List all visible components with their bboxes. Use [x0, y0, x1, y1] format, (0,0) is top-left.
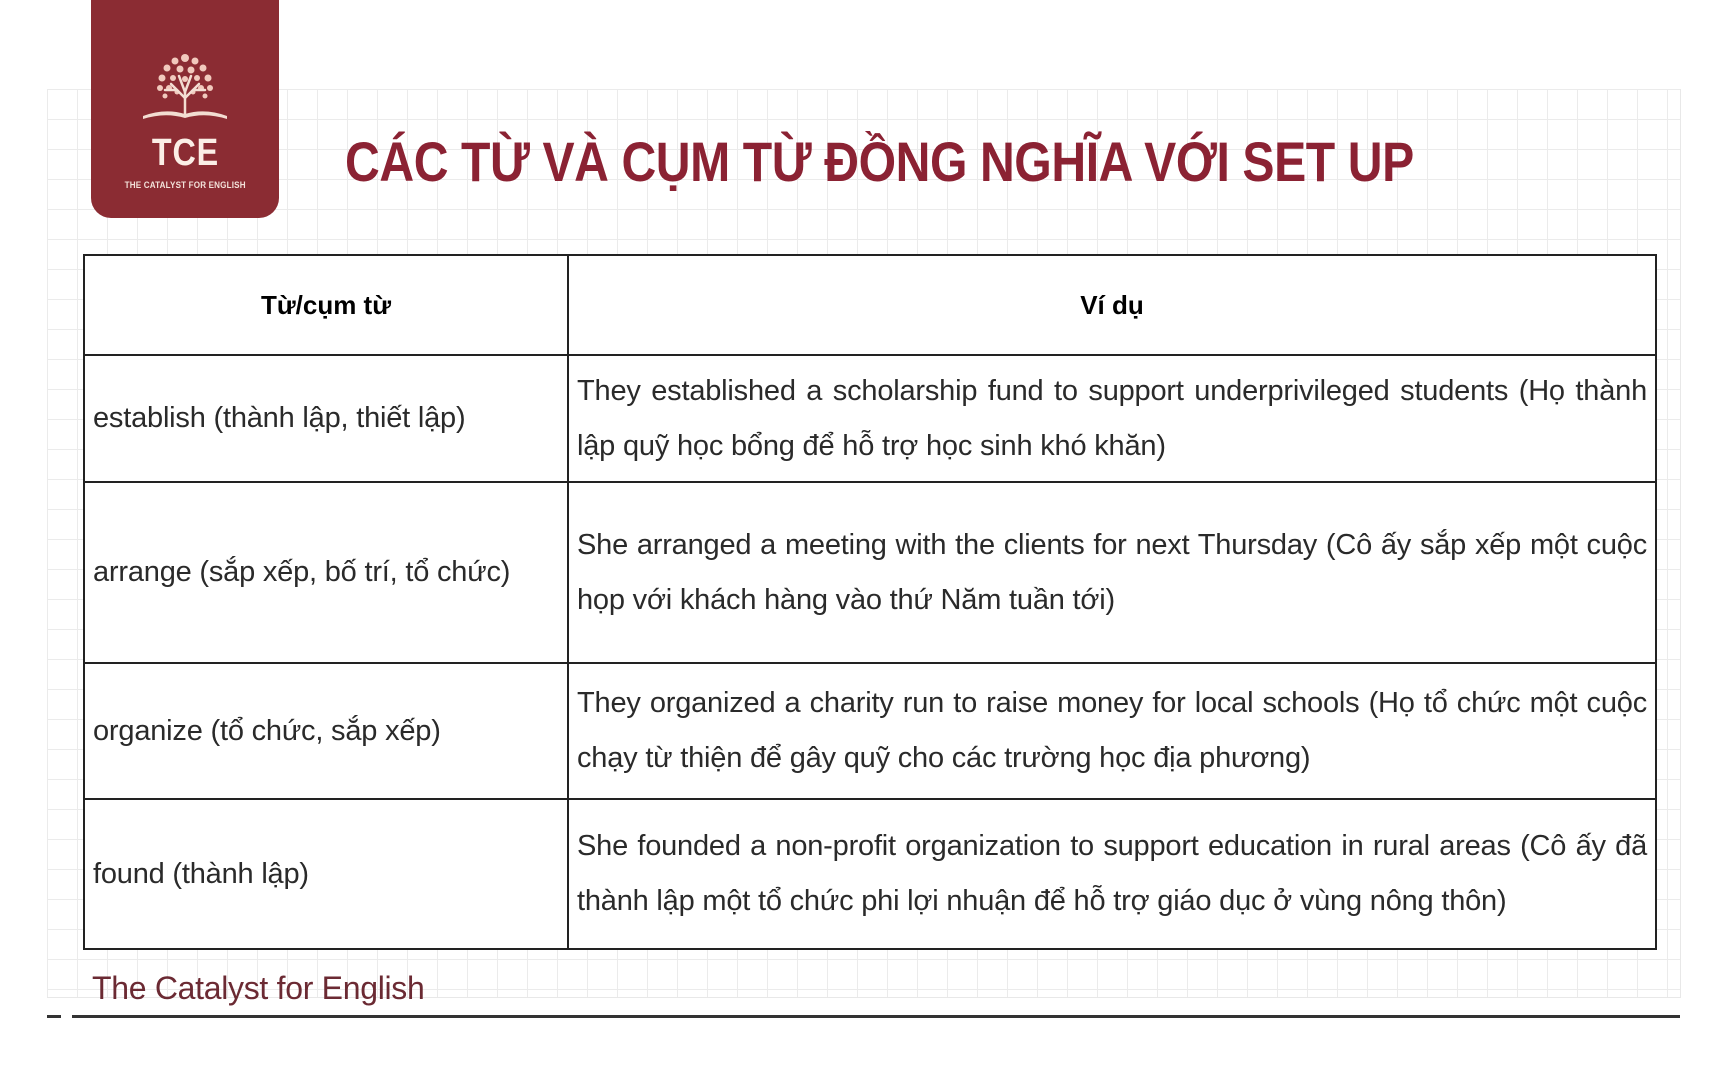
column-header-example: Ví dụ: [568, 255, 1656, 355]
tree-on-open-book-icon: [135, 48, 235, 126]
term-cell: found (thành lập): [84, 799, 568, 949]
term-cell: organize (tổ chức, sắp xếp): [84, 663, 568, 799]
footer-rule-line: [72, 1015, 1680, 1018]
example-cell: They organized a charity run to raise money for local schools (Họ tổ chức một cuộc chạy từ thiện để gây quỹ cho các trường học địa phương): [568, 663, 1656, 799]
term-cell: establish (thành lập, thiết lập): [84, 355, 568, 482]
logo-subtitle: THE CATALYST FOR ENGLISH: [124, 180, 246, 191]
logo-mark: TCE: [151, 132, 219, 174]
synonyms-table: [83, 254, 1657, 950]
example-cell: They established a scholarship fund to support underprivileged students (Họ thành lập quỹ học bổng để hỗ trợ học sinh khó khăn): [568, 355, 1656, 482]
table-row: [84, 799, 1656, 949]
table-row: [84, 355, 1656, 482]
table-row: [84, 663, 1656, 799]
tce-logo: [91, 0, 279, 218]
page-title: CÁC TỪ VÀ CỤM TỪ ĐỒNG NGHĨA VỚI SET UP: [345, 130, 1414, 193]
footer-brand-text: The Catalyst for English: [92, 970, 425, 1006]
table-row: [84, 482, 1656, 663]
column-header-term: Từ/cụm từ: [84, 255, 568, 355]
footer-rule-dash: [47, 1015, 61, 1018]
example-cell: She arranged a meeting with the clients for next Thursday (Cô ấy sắp xếp một cuộc họp với khách hàng vào thứ Năm tuần tới): [568, 482, 1656, 663]
term-cell: arrange (sắp xếp, bố trí, tổ chức): [84, 482, 568, 663]
example-cell: She founded a non-profit organization to support education in rural areas (Cô ấy đã thành lập một tổ chức phi lợi nhuận để hỗ trợ giáo dục ở vùng nông thôn): [568, 799, 1656, 949]
table-header-row: [84, 255, 1656, 355]
